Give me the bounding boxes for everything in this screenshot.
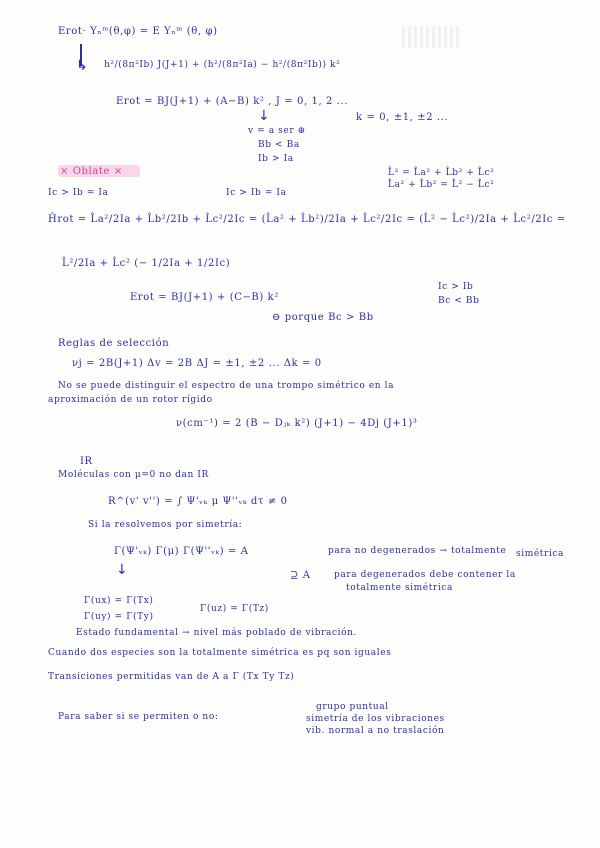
- degenerate-note: para degenerados debe contener la: [334, 570, 516, 580]
- note-line-1: No se puede distinguir el espectro de una trompo simétrico en la: [58, 381, 395, 391]
- ground-state-note: Estado fundamental → nivel más poblado de vibración.: [76, 628, 358, 638]
- angular-momentum-identity: L̂a² + L̂b² = L̂² − L̂c²: [388, 180, 495, 190]
- erot-formula-prolate: Erot = BJ(J+1) + (A−B) k² , J = 0, 1, 2 ...: [116, 96, 349, 107]
- heading-selection-rules: Reglas de selección: [58, 338, 170, 349]
- arrow-right-icon: ↳: [76, 58, 88, 74]
- section-heading-oblate: × Oblate ×: [60, 166, 123, 177]
- nondegenerate-note-cont: simétrica: [516, 549, 564, 559]
- transition-moment-integral: R^(v' v'') = ∫ Ψ'ᵥₖ μ Ψ''ᵥₖ dτ ≠ 0: [108, 496, 288, 507]
- inertia-relation-oblate: Ic > Ib: [438, 282, 474, 292]
- energy-expression: h²/(8π²Ib) J(J+1) + (h²/(8π²Ia) − h²/(8π²Ib)) k²: [104, 60, 341, 70]
- nondegenerate-note: para no degenerados → totalmente: [328, 546, 507, 556]
- hamiltonian-expansion: Ĥrot = L̂a²/2Ia + L̂b²/2Ib + L̂c²/2Ic = (L̂a² + L̂b²)/2Ia + L̂c²/2Ic = (L̂² − L̂c²)/2Ia + L̂c²/2Ic =: [48, 214, 566, 225]
- angular-momentum-sum: L̂² = L̂a² + L̂b² + L̂c²: [388, 168, 495, 178]
- erot-eigen-equation: Erot· Yₙᵐ(θ,φ) = E Yₙᵐ (θ, φ): [58, 26, 218, 37]
- symmetry-intro: Si la resolvemos por simetría:: [88, 520, 243, 530]
- note-line-2: aproximación de un rotor rígido: [48, 395, 213, 405]
- criteria-normal-vibration: vib. normal a no traslación: [306, 726, 445, 736]
- erot-formula-oblate: Erot = BJ(J+1) + (C−B) k²: [130, 292, 279, 303]
- species-note: Cuando dos especies son la totalmente simétrica es pq son iguales: [48, 648, 392, 658]
- constant-relation-oblate: Bc < Bb: [438, 296, 480, 306]
- sign-note: v = a ser ⊕: [248, 126, 306, 136]
- arrow-down-icon: ↓: [116, 562, 128, 578]
- gamma-x: Γ(ux) = Γ(Tx): [84, 596, 154, 606]
- inertia-relation-center: Ic > Ib = Ia: [226, 188, 287, 198]
- moment-inertia-relation: Ib > Ia: [258, 154, 294, 164]
- criteria-vibration-symmetry: simetría de los vibraciones: [306, 714, 445, 724]
- rotational-constants-relation: Bb < Ba: [258, 140, 300, 150]
- contains-a: ⊇ A: [290, 570, 311, 581]
- selection-rule-values: νj = 2B(J+1) Δv = 2B ΔJ = ±1, ±2 ... Δk = 0: [72, 358, 322, 369]
- heading-ir: IR: [80, 456, 93, 467]
- hamiltonian-result: L̂²/2Ia + L̂c² (− 1/2Ia + 1/2Ic): [62, 258, 231, 269]
- how-to-know-allowed: Para saber si se permiten o no:: [58, 712, 219, 722]
- criteria-point-group: grupo puntual: [316, 702, 389, 712]
- inertia-relation-left: Ic > Ib = Ia: [48, 188, 109, 198]
- k-values: k = 0, ±1, ±2 ...: [356, 112, 449, 123]
- sign-reason: ⊖ porque Bc > Bb: [272, 312, 374, 323]
- arrow-down-icon: ↓: [258, 108, 270, 124]
- ir-rule: Moléculas con μ=0 no dan IR: [58, 470, 209, 480]
- symmetry-product: Γ(Ψ'ᵥₖ) Γ(μ) Γ(Ψ''ᵥₖ) = A: [114, 546, 249, 557]
- gamma-z: Γ(uz) = Γ(Tz): [200, 604, 269, 614]
- wavenumber-formula: ν(cm⁻¹) = 2 (B − Dⱼₖ k²) (J+1) − 4Dj (J+1)³: [176, 418, 418, 429]
- gamma-y: Γ(uy) = Γ(Ty): [84, 612, 154, 622]
- bleed-through-mark: [402, 26, 462, 48]
- degenerate-note-cont: totalmente simétrica: [346, 583, 453, 593]
- allowed-transitions: Transiciones permitidas van de A a Γ (Tx Ty Tz): [48, 672, 295, 682]
